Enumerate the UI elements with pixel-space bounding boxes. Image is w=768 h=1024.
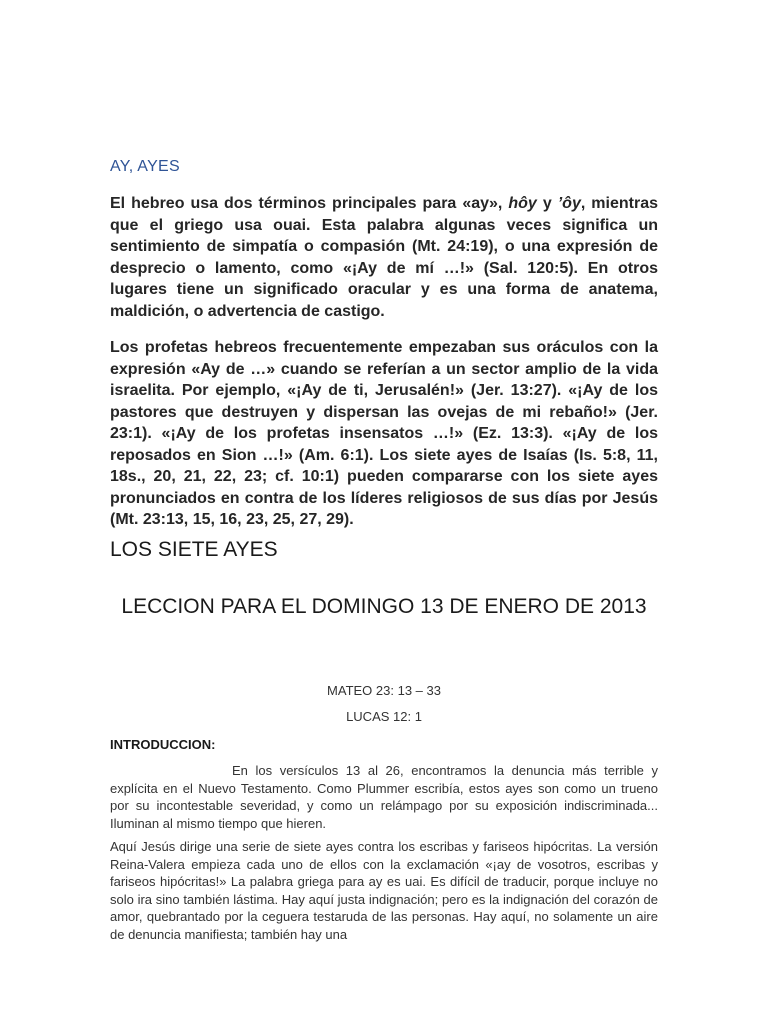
lesson-title: LECCION PARA EL DOMINGO 13 DE ENERO DE 2013	[121, 595, 647, 618]
heading-los-siete-ayes: LOS SIETE AYES	[110, 538, 278, 561]
para1-text-end: , mientras que el griego usa ouai. Esta palabra algunas veces significa un sentimiento de simpatía o compasión (Mt. 24:19), o una expresión de desprecio o lamento, como «¡Ay de mí …!» (Sal. 120:5). En otros lugares tiene un significado oracular y es una forma de anatema, maldición, o advertencia de castigo.	[110, 195, 659, 320]
paragraph-introduction: En los versículos 13 al 26, encontramos la denuncia más terrible y explícita en el Nuevo Testamento. Como Plummer escribía, estos ayes son como un trueno por su incontestable severidad, y como un relámpago por su exposición indiscriminada... Iluminan al mismo tiempo que hieren.	[110, 763, 658, 831]
para1-text-between: y	[536, 195, 558, 212]
para1-text-start: El hebreo usa dos términos principales para «ay»,	[110, 195, 509, 212]
section-heading: AY, AYES	[110, 158, 181, 175]
scripture-reference-lucas: LUCAS 12: 1	[346, 709, 422, 724]
scripture-reference-mateo: MATEO 23: 13 – 33	[327, 683, 441, 698]
introduction-heading: INTRODUCCION:	[110, 737, 216, 752]
paragraph-prophets: Los profetas hebreos frecuentemente empezaban sus oráculos con la expresión «Ay de …» cuando se referían a un sector amplio de la vida israelita. Por ejemplo, «¡Ay de ti, Jerusalén!» (Jer. 13:27). «¡Ay de los pastores que destruyen y dispersan las ovejas de mi rebaño!» (Jer. 23:1). «¡Ay de los profetas insensatos …!» (Ez. 13:3). «¡Ay de los reposados en Sion …!» (Am. 6:1). Los siete ayes de Isaías (Is. 5:8, 11, 18s., 20, 21, 22, 23; cf. 10:1) pueden compararse con los siete ayes pronunciados en contra de los líderes religiosos de sus días por Jesús (Mt. 23:13, 15, 16, 23, 25, 27, 29).	[110, 339, 658, 528]
term-oy: ’ôy	[557, 195, 581, 212]
term-hoy: hôy	[508, 195, 537, 212]
paragraph-seven-woes: Aquí Jesús dirige una serie de siete ayes contra los escribas y fariseos hipócritas. La versión Reina-Valera empieza cada uno de ellos con la exclamación «¡ay de vosotros, escribas y fariseos hipócritas!» La palabra griega para ay es uai. Es difícil de traducir, porque incluye no solo ira sino también lástima. Hay aquí justa indignación; pero es la indignación del corazón de amor, quebrantado por la ceguera testaruda de las personas. Hay aquí, no solamente un aire de denuncia manifiesta; también hay una	[110, 839, 658, 942]
paragraph-ay-ayes-definition	[110, 193, 658, 322]
